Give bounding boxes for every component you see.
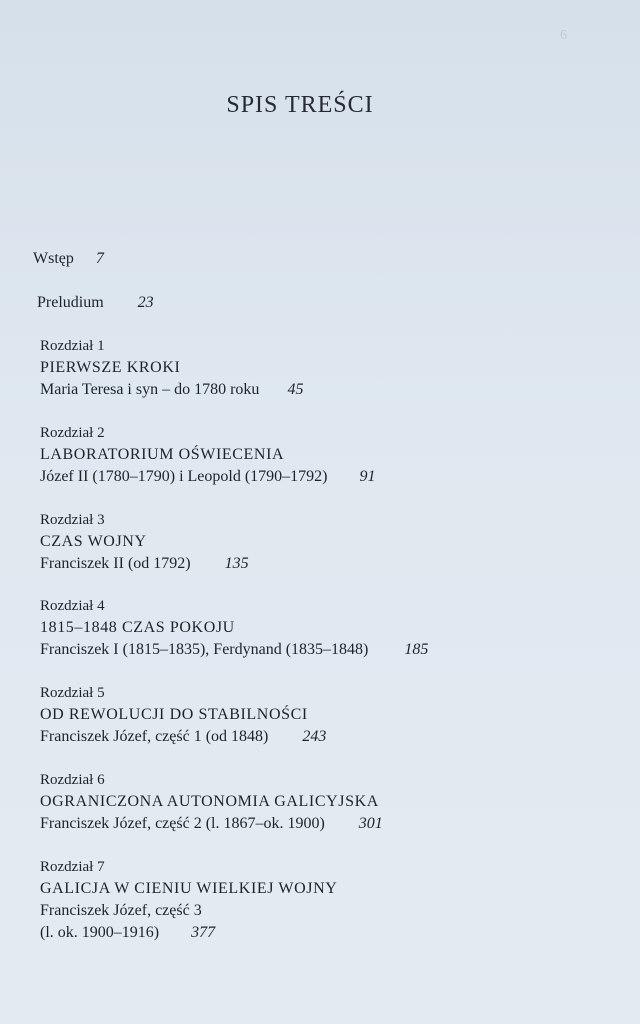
entry-label: Preludium — [37, 294, 104, 311]
toc-entry-intro — [33, 248, 104, 270]
toc-chapter-2 — [40, 422, 376, 488]
chapter-page-number: 243 — [302, 728, 327, 745]
toc-entry-prelude — [37, 292, 154, 314]
chapter-page-number: 91 — [359, 468, 376, 485]
chapter-title: 1815–1848 CZAS POKOJU — [40, 619, 235, 636]
chapter-title: GALICJA W CIENIU WIELKIEJ WOJNY — [40, 880, 338, 897]
chapter-label: Rozdział 7 — [40, 859, 105, 875]
chapter-page-number: 377 — [191, 924, 216, 941]
chapter-label: Rozdział 5 — [40, 685, 105, 701]
page-number: 6 — [560, 28, 567, 43]
chapter-subtitle: Maria Teresa i syn – do 1780 roku — [40, 381, 260, 398]
toc-chapter-5 — [40, 682, 326, 748]
chapter-subtitle-line — [40, 466, 376, 488]
chapter-subtitle: Franciszek Józef, część 2 (l. 1867–ok. 1900) — [40, 815, 325, 832]
chapter-subtitle: Franciszek I (1815–1835), Ferdynand (1835–1848) — [40, 641, 369, 658]
chapter-subtitle: Józef II (1780–1790) i Leopold (1790–1792) — [40, 468, 328, 485]
chapter-subtitle-line — [40, 726, 326, 748]
chapter-page-number: 185 — [404, 641, 429, 658]
chapter-subtitle: Franciszek Józef, część 1 (od 1848) — [40, 728, 269, 745]
chapter-subtitle-line — [40, 639, 428, 661]
chapter-subtitle: Franciszek Józef, część 3 — [40, 902, 202, 919]
chapter-label: Rozdział 3 — [40, 512, 105, 528]
chapter-subtitle-2: (l. ok. 1900–1916) — [40, 924, 160, 941]
chapter-label: Rozdział 4 — [40, 598, 105, 614]
chapter-title: LABORATORIUM OŚWIECENIA — [40, 446, 285, 463]
page-title: SPIS TREŚCI — [226, 92, 374, 118]
entry-label: Wstęp — [33, 250, 74, 267]
chapter-label: Rozdział 1 — [40, 338, 105, 354]
chapter-title: OD REWOLUCJI DO STABILNOŚCI — [40, 706, 308, 723]
chapter-subtitle-line — [40, 553, 249, 575]
chapter-subtitle-line — [40, 813, 383, 835]
chapter-subtitle: Franciszek II (od 1792) — [40, 555, 191, 572]
toc-chapter-6 — [40, 769, 383, 835]
chapter-title: CZAS WOJNY — [40, 533, 147, 550]
entry-page-number: 7 — [95, 250, 104, 267]
chapter-page-number: 135 — [224, 555, 249, 572]
chapter-page-number: 45 — [287, 381, 304, 398]
chapter-label: Rozdział 6 — [40, 772, 105, 788]
chapter-title: OGRANICZONA AUTONOMIA GALICYJSKA — [40, 793, 379, 810]
toc-chapter-1 — [40, 335, 303, 401]
toc-chapter-7 — [40, 856, 337, 944]
toc-chapter-4 — [40, 595, 428, 661]
toc-chapter-3 — [40, 509, 249, 575]
chapter-subtitle-line — [40, 922, 337, 944]
chapter-page-number: 301 — [358, 815, 383, 832]
chapter-subtitle-line — [40, 379, 303, 401]
entry-page-number: 23 — [137, 294, 154, 311]
chapter-title: PIERWSZE KROKI — [40, 359, 181, 376]
chapter-label: Rozdział 2 — [40, 425, 105, 441]
